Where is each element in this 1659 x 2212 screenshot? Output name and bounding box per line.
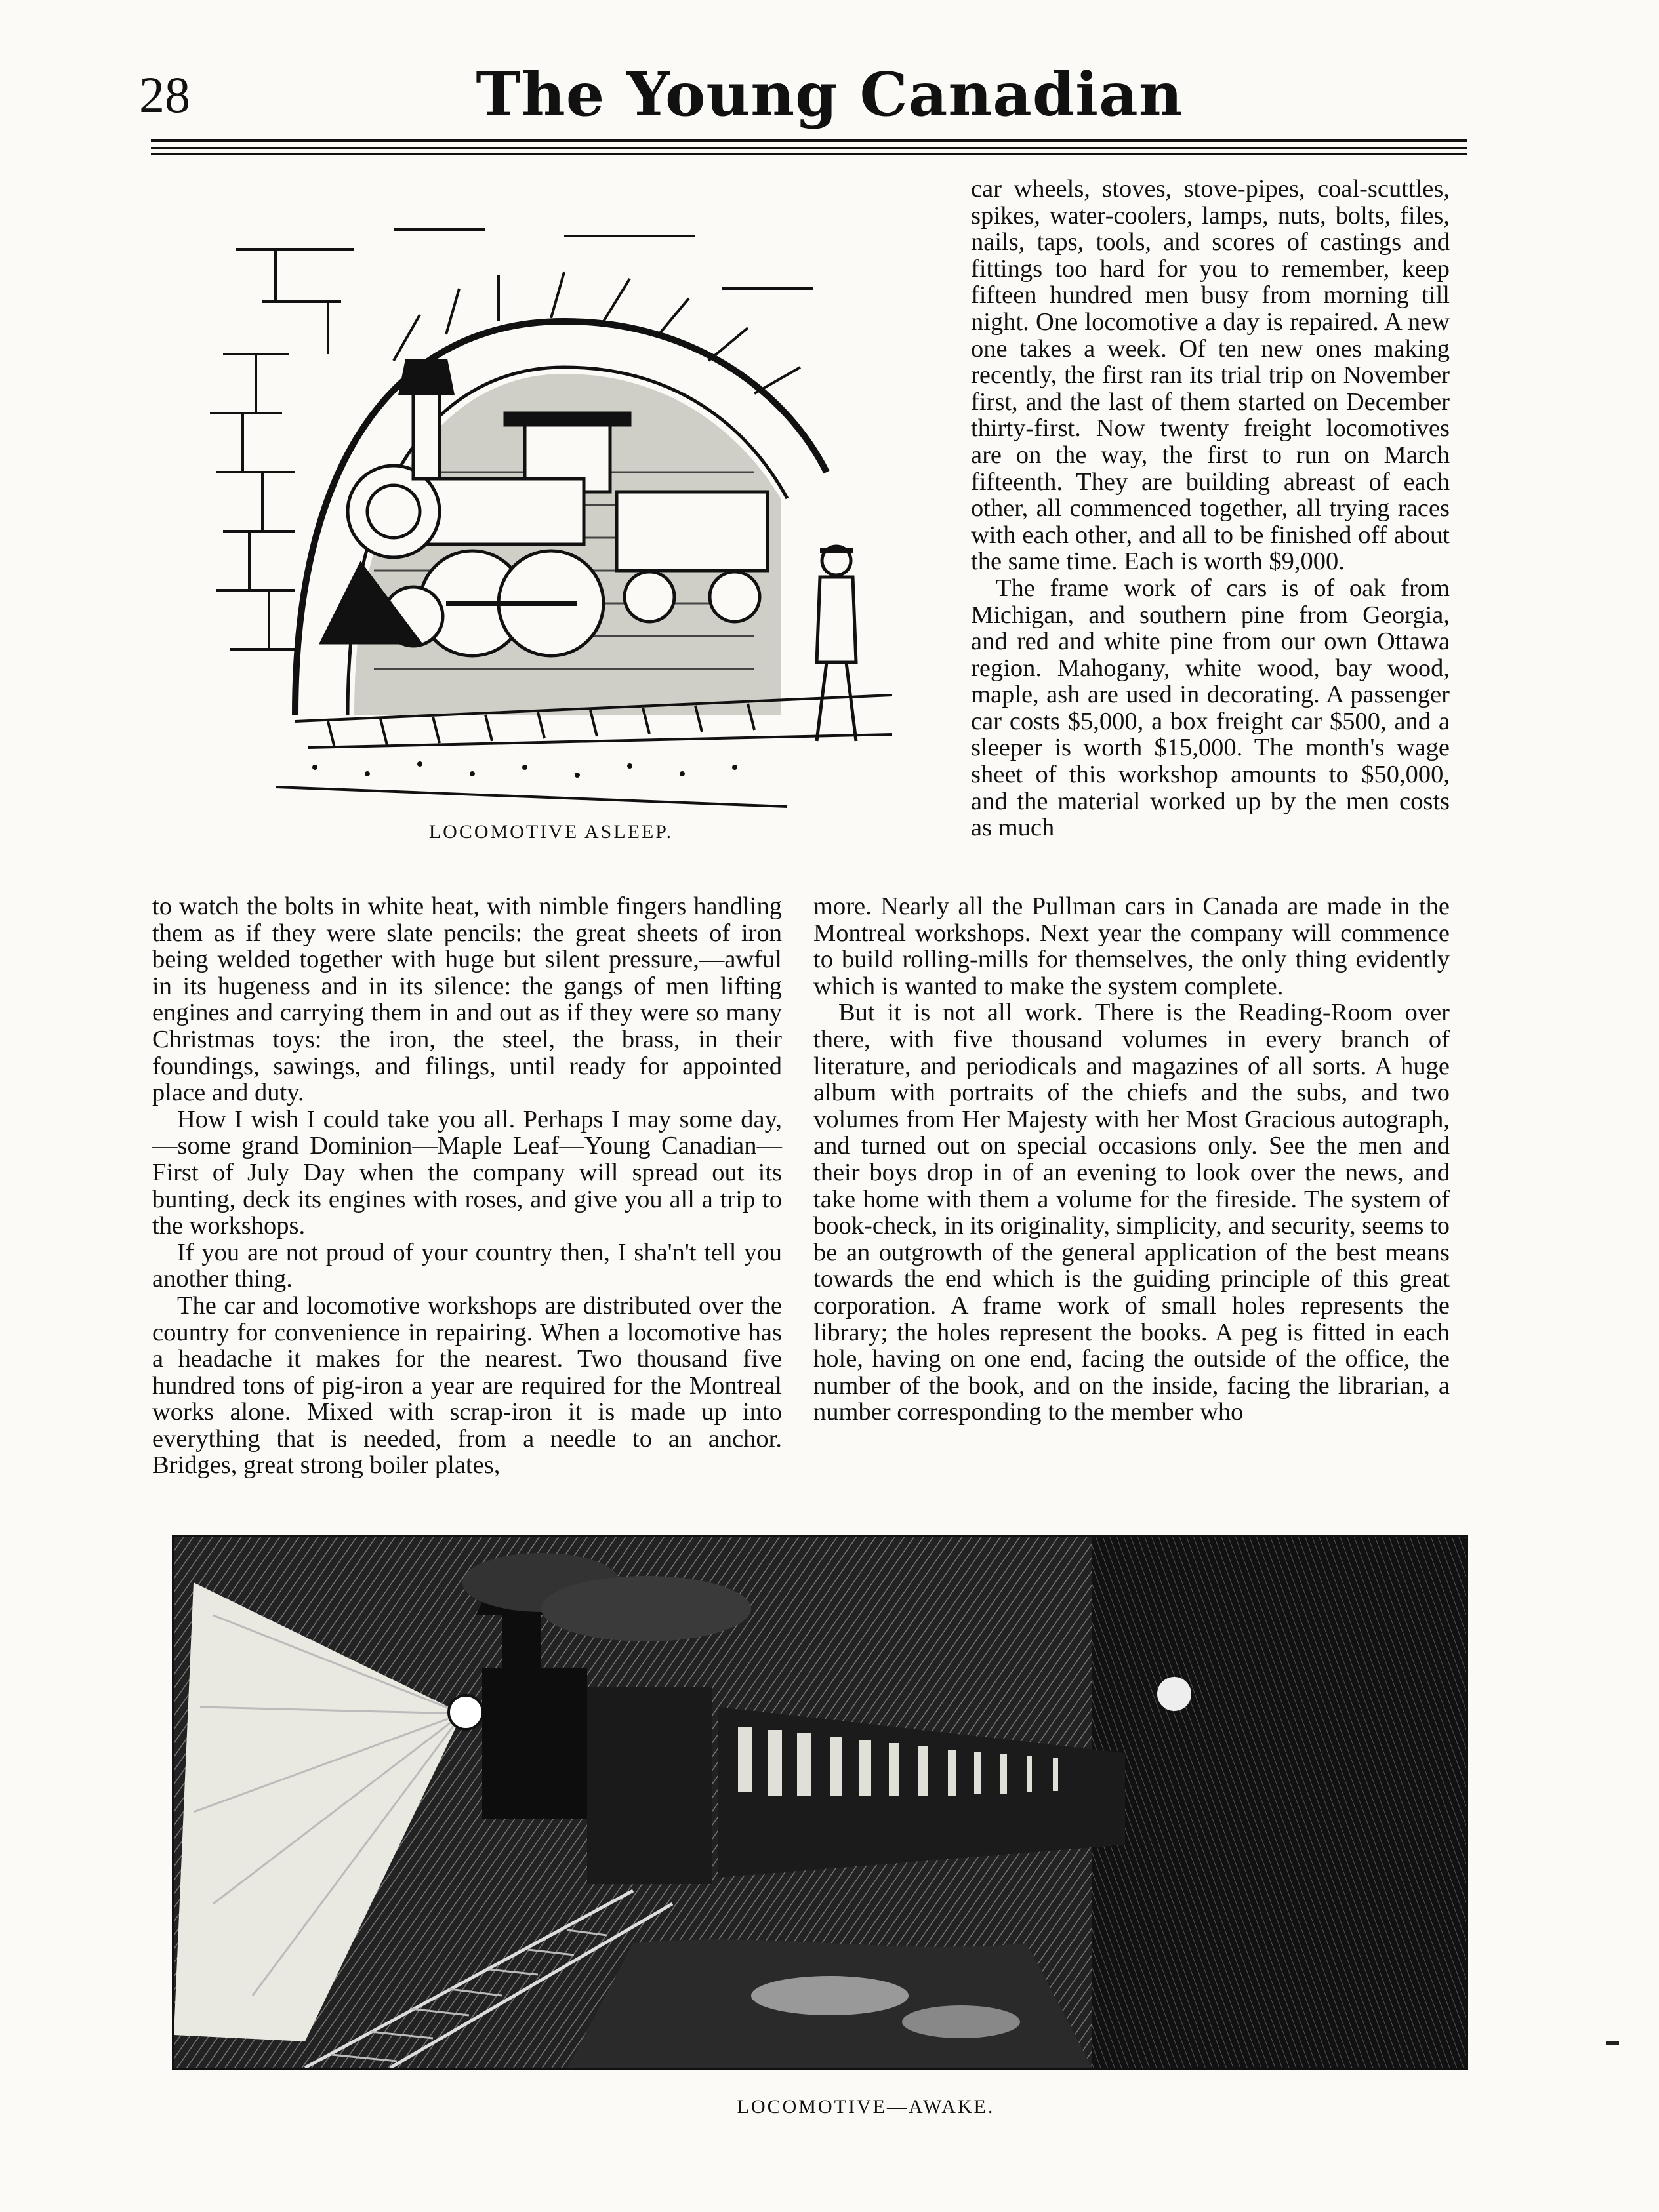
column-left [152, 893, 782, 1479]
column-right-top [971, 176, 1450, 841]
margin-mark [1606, 2041, 1619, 2045]
paragraph: to watch the bolts in white heat, with nimble fingers handling them as if they were slate pencils: the great sheets of iron being welded together with huge but silent pressure,—awful in its hugeness and in its silence: the gangs of men lifting engines and carrying them in and out as if they were so many Christmas toys: the iron, the steel, the brass, in their foundings, sawings, and filings, until ready for appointed place and duty. [152, 893, 782, 1107]
header-rule [151, 153, 1467, 155]
header-rule [151, 147, 1467, 149]
locomotive-awake-illustration [172, 1535, 1468, 2070]
locomotive-awake-drawing [174, 1537, 1466, 2068]
page-number: 28 [139, 66, 190, 123]
column-right-bottom [813, 893, 1450, 1426]
locomotive-asleep-drawing [197, 197, 905, 813]
paragraph: The car and locomotive workshops are distributed over the country for convenience in repairing. When a locomotive has a headache it makes for the nearest. Two thousand five hundred tons of pig-iron a year are required for the Montreal works alone. Mixed with scrap-iron it is made up into everything that is needed, from a needle to an anchor. Bridges, great strong boiler plates, [152, 1291, 782, 1479]
paragraph: more. Nearly all the Pullman cars in Canada are made in the Montreal workshops. Next year the company will commence to build rolling-mills for themselves, the only thing evidently which is wanted to make the system complete. [813, 893, 1450, 1000]
figure-caption-awake: LOCOMOTIVE—AWAKE. [737, 2096, 995, 2118]
paragraph: If you are not proud of your country then, I sha'n't tell you another thing. [152, 1238, 782, 1293]
paragraph: How I wish I could take you all. Perhaps I may some day,—some grand Dominion—Maple Leaf—Young Canadian—First of July Day when the company will spread out its bunting, deck its engines with roses, and give you all a trip to the workshops. [152, 1105, 782, 1240]
paragraph: The frame work of cars is of oak from Michigan, and southern pine from Georgia, and red and white pine from our own Ottawa region. Mahogany, white wood, bay wood, maple, ash are used in decorating. A passenger car costs $5,000, a box freight car $500, and a sleeper is worth $15,000. The month's wage sheet of this workshop amounts to $50,000, and the material worked up by the men costs as much [971, 574, 1450, 842]
paragraph: car wheels, stoves, stove-pipes, coal-scuttles, spikes, water-coolers, lamps, nuts, bolts, files, nails, taps, tools, and scores of castings and fittings too hard for you to remember, keep fifteen hundred men busy from morning till night. One locomotive a day is repaired. A new one takes a week. Of ten new ones making recently, the first ran its trial trip on November first, and the last of them started on December thirty-first. Now twenty freight locomotives are on the way, the first to run on March fifteenth. They are building abreast of each other, all commenced together, all trying races with each other, and all to be finished off about the same time. Each is worth $9,000. [971, 175, 1450, 576]
header-rule [151, 139, 1467, 142]
locomotive-asleep-illustration [197, 197, 905, 813]
figure-caption-asleep: LOCOMOTIVE ASLEEP. [428, 821, 674, 843]
masthead-title: The Young Canadian [476, 59, 1183, 130]
paragraph: But it is not all work. There is the Reading-Room over there, with five thousand volumes in every branch of literature, and periodicals and magazines of all sorts. A huge album with portraits of the chiefs and the subs, and two volumes from Her Majesty with her Most Gracious autograph, and turned out on special occasions only. See the men and their boys drop in of an evening to look over the news, and take home with them a volume for the fireside. The system of book-check, in its originality, simplicity, and security, seems to be an outgrowth of the general application of the best means towards the end which is the guiding principle of this great corporation. A frame work of small holes represents the library; the holes represent the books. A peg is fitted in each hole, having on one end, facing the outside of the office, the number of the book, and on the inside, facing the librarian, a number corresponding to the member who [813, 999, 1450, 1426]
